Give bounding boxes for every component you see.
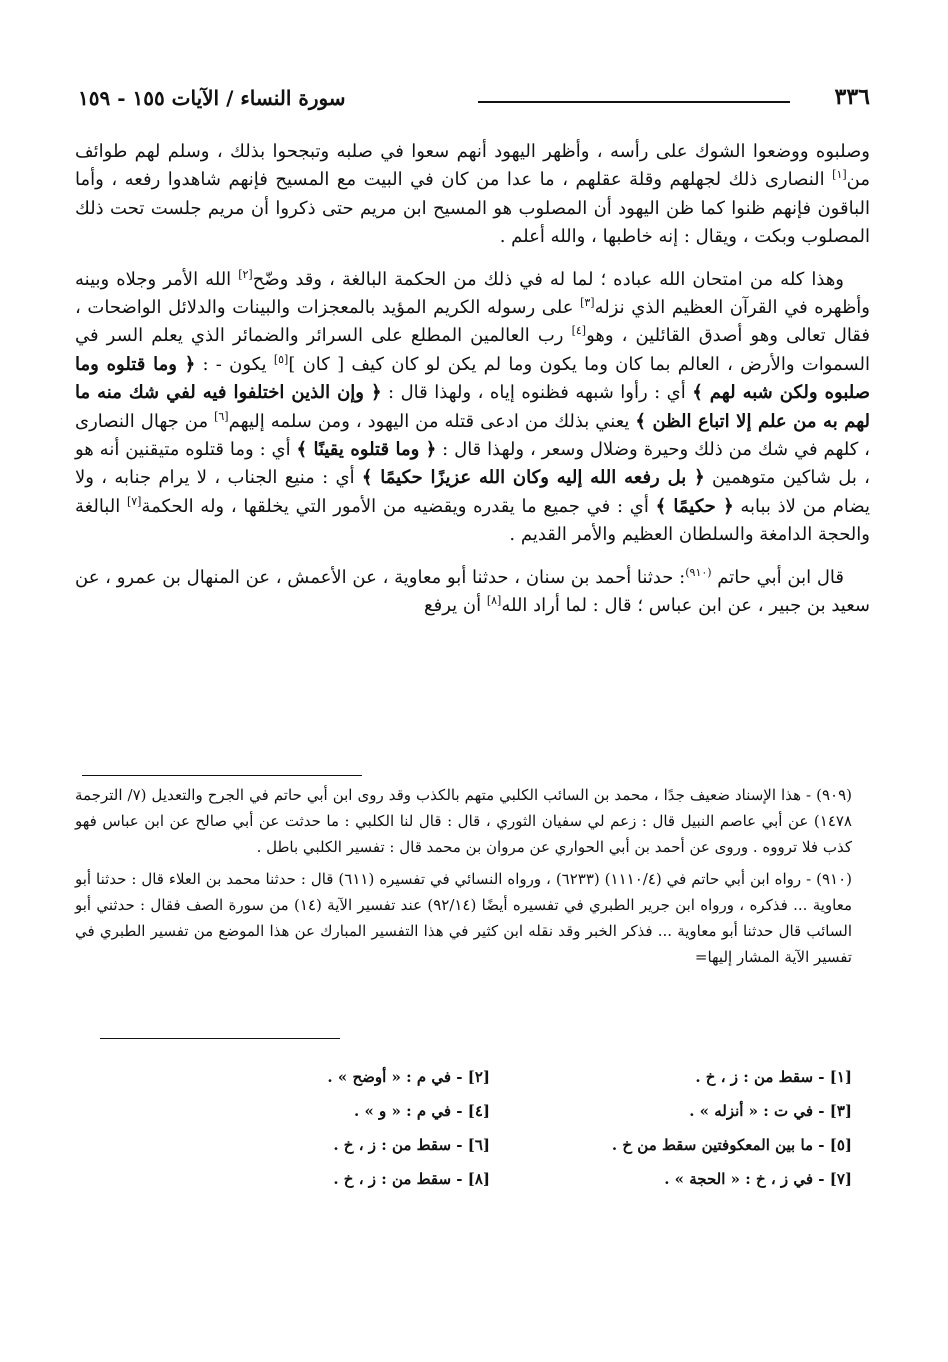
main-text <box>75 138 870 621</box>
note-3: [٣] - في ت : « أنزله » . <box>689 1102 852 1120</box>
footnote-divider <box>82 775 362 776</box>
text-run: أي : رأوا شبهه فظنوه إياه ، ولهذا قال : <box>381 382 693 404</box>
note-8: [٨] - سقط من : ز ، خ . <box>333 1170 490 1188</box>
footnote-marker: [٢] <box>238 267 253 281</box>
note-7: [٧] - في ز ، خ : « الحجة » . <box>664 1170 852 1188</box>
note-5: [٥] - ما بين المعكوفتين سقط من خ . <box>611 1136 852 1154</box>
footnote-marker: [٨] <box>486 594 502 608</box>
text-run: أن يرفع <box>424 595 487 617</box>
text-run: يعني بذلك من ادعى قتله من اليهود ، ومن سلمه إليهم <box>228 410 636 432</box>
text-run: رب العالمين المطلع على السرائر والضمائر الذي يعلم السر في السموات والأرض ، العالم بما كان وما يكون وما لم يكن لو كان كيف [ كان ] <box>75 325 870 375</box>
quran-quote: ﴿ حكيمًا ﴾ <box>655 495 734 517</box>
footnote-marker: [٧] <box>126 494 142 508</box>
text-run: على رسوله الكريم المؤيد بالمعجزات والبينات والدلائل الواضحات ، فقال تعالى وهو أصدق القائلين ، وهو <box>75 297 871 347</box>
text-run: وهذا كله من امتحان الله عباده ؛ لما له في ذلك من الحكمة البالغة ، وقد وضّح <box>252 268 845 290</box>
text-run: البالغة والحجة الدامغة والسلطان العظيم والأمر القديم . <box>75 495 870 546</box>
footnote-marker: [٣] <box>580 296 595 310</box>
notes-column-right <box>512 1060 852 1196</box>
quran-quote: ﴿ وما قتلوه يقينًا ﴾ <box>296 439 437 461</box>
footnote-marker: [٤] <box>571 324 587 338</box>
variant-notes <box>150 1060 852 1200</box>
quran-quote: ﴿ وإن الذين اختلفوا فيه لفي شك منه ما لهم به من علم إلا اتباع الظن ﴾ <box>75 382 870 432</box>
page-header <box>78 84 870 118</box>
note-2: [٢] - في م : « أوضح » . <box>327 1068 490 1086</box>
text-run: : حدثنا أحمد بن سنان ، حدثنا أبو معاوية ، عن الأعمش ، عن المنهال بن عمرو ، عن سعيد بن جبير ، عن ابن عباس ؛ قال : لما أراد الله <box>75 566 870 617</box>
footnote-910: (٩١٠) - رواه ابن أبي حاتم في (١١١٠/٤) (٦٢٣٣) ، ورواه النسائي في تفسيره (٦١١) قال : حدثنا محمد بن العلاء قال : حدثنا أبو معاوية ... فذكره ، ورواه ابن جرير الطبري في تفسيره أيضًا (٩٢/١٤) عند تفسير الآية (١٤) من سورة الصف فقال : حدثني أبو السائب قال حدثنا أبو معاوية ... فذكر الخبر وقد نقله ابن كثير في هذا التفسير المبارك عن هذا الموضع من تفسير الطبري في تفسير الآية المشار إليها= <box>75 870 853 966</box>
header-rule <box>478 101 790 103</box>
text-run: قال ابن أبي حاتم <box>711 566 845 588</box>
text-run: وصلبوه ووضعوا الشوك على رأسه ، وأظهر اليهود أنهم سعوا في صلبه وتبجحوا بذلك ، وسلم لهم طوائف من <box>75 141 870 191</box>
footnote-marker: [١] <box>832 168 847 182</box>
footnote-909: (٩٠٩) - هذا الإسناد ضعيف جدًا ، محمد بن السائب الكلبي متهم بالكذب وقد روى ابن أبي حاتم في الجرح والتعديل (٧/ الترجمة ١٤٧٨) عن أبي عاصم النبيل قال : زعم لي سفيان الثوري ، قال : قال لنا الكلبي : ما حدثت عن أبي صالح عن ابن عباس فهو كذب فلا ترووه . وروى عن أحمد بن أبي الحواري عن مروان بن محمد قال : تفسير الكلبي باطل . <box>75 786 852 856</box>
quran-quote: ﴿ بل رفعه الله إليه وكان الله عزيزًا حكيمًا ﴾ <box>361 467 705 489</box>
notes-divider <box>100 1038 340 1039</box>
text-run: الله الأمر وجلاه وبينه وأظهره في القرآن العظيم الذي نزله <box>75 268 870 319</box>
footnote-marker: [٥] <box>273 352 289 366</box>
text-run: أي : وما قتلوه متيقنين أنه هو ، بل شاكين متوهمين <box>75 439 870 489</box>
text-run: النصارى ذلك لجهلهم وقلة عقلهم ، ما عدا من كان في البيت مع المسيح فإنهم شاهدوا رفعه ، وأما الباقون فإنهم ظنوا كما ظن اليهود أن المصلوب هو المسيح ابن مريم حتى ذكروا أن مريم جلست تحت ذلك المصلوب وبكت ، ويقال : إنه خاطبها ، والله أعلم . <box>75 169 870 248</box>
notes-column-left <box>150 1060 490 1196</box>
paragraph <box>75 138 870 252</box>
footnote-marker: [٦] <box>214 409 229 423</box>
paragraph <box>75 266 870 550</box>
page-number: ٣٣٦ <box>834 84 870 110</box>
footnotes <box>75 782 852 976</box>
note-4: [٤] - في م : « و » . <box>354 1102 490 1120</box>
surah-title: سورة النساء / الآيات ١٥٥ - ١٥٩ <box>78 86 346 110</box>
text-run: أي : في جميع ما يقدره ويقضيه من الأمور التي يخلقها ، وله الحكمة <box>141 495 656 517</box>
note-1: [١] - سقط من : ز ، خ . <box>695 1068 852 1086</box>
text-run: يكون - : <box>195 353 274 375</box>
footnote-marker: (٩١٠) <box>685 565 712 579</box>
quran-quote: ﴿ وما قتلوه وما صلبوه ولكن شبه لهم ﴾ <box>75 353 871 404</box>
note-6: [٦] - سقط من : ز ، خ . <box>333 1136 490 1154</box>
text-run: أي : منيع الجناب ، لا يرام جنابه ، ولا يضام من لاذ ببابه <box>75 467 870 517</box>
paragraph <box>75 564 870 621</box>
text-run: من جهال النصارى ، كلهم في شك من ذلك وحيرة وضلال وسعر ، ولهذا قال : <box>75 410 870 461</box>
